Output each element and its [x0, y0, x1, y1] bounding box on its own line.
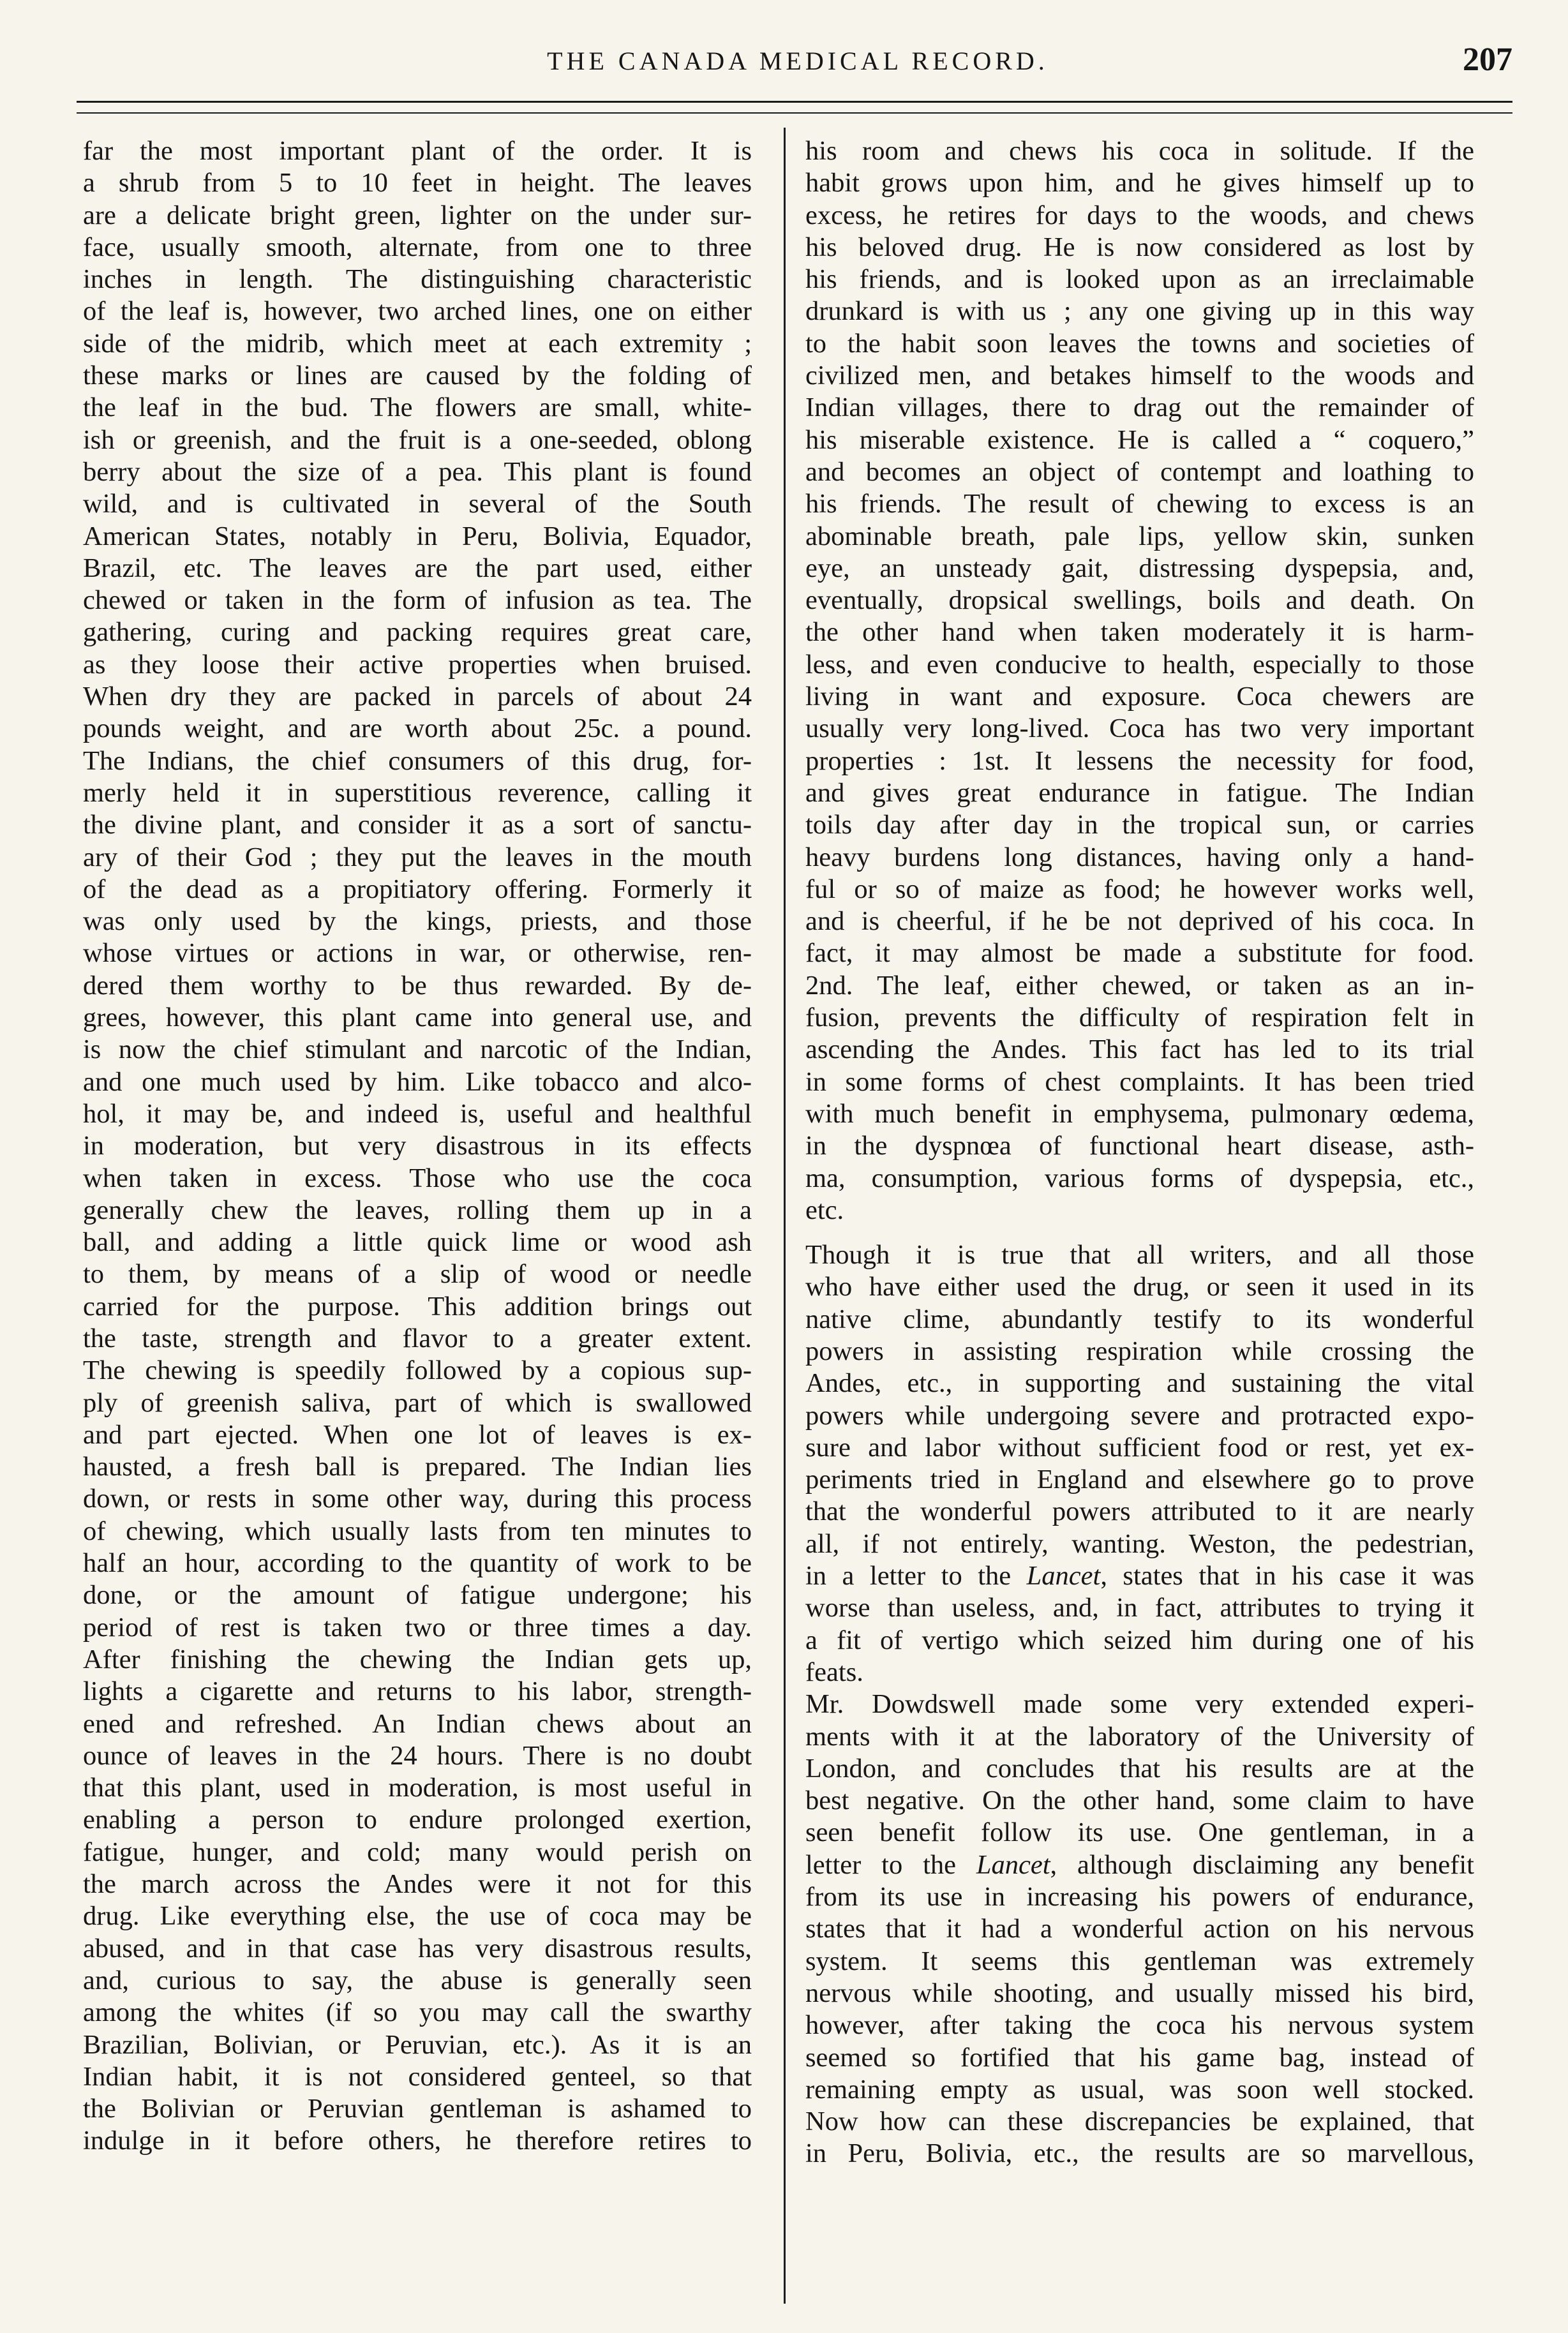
- text-line: system. It seems this gentleman was extremely: [805, 1946, 1474, 1976]
- text-line: chewed or taken in the form of infusion as tea. The: [83, 585, 752, 616]
- text-line: was only used by the kings, priests, and those: [83, 906, 752, 937]
- text-line: nervous while shooting, and usually missed his bird,: [805, 1978, 1474, 2008]
- text-line: ball, and adding a little quick lime or wood ash: [83, 1227, 752, 1258]
- text-line: to the habit soon leaves the towns and societies of: [805, 328, 1474, 359]
- text-line: ful or so of maize as food; he however works well,: [805, 874, 1474, 904]
- text-line: wild, and is cultivated in several of the South: [83, 489, 752, 519]
- running-head: [77, 41, 1519, 84]
- text-line: all, if not entirely, wanting. Weston, the pedestrian,: [805, 1528, 1474, 1559]
- text-line: carried for the purpose. This addition brings out: [83, 1291, 752, 1322]
- text-line: ary of their God ; they put the leaves in the mouth: [83, 842, 752, 872]
- text-line: worse than useless, and, in fact, attributes to trying it: [805, 1593, 1474, 1623]
- text-line: feats.: [805, 1657, 863, 1687]
- column-divider: [784, 128, 786, 2304]
- text-line: of chewing, which usually lasts from ten minutes to: [83, 1516, 752, 1546]
- text-line: in moderation, but very disastrous in its effects: [83, 1131, 752, 1161]
- text-line: the march across the Andes were it not for this: [83, 1869, 752, 1900]
- text-line: abominable breath, pale lips, yellow skin, sunken: [805, 521, 1474, 551]
- text-line: generally chew the leaves, rolling them up in a: [83, 1195, 752, 1225]
- text-line: however, after taking the coca his nervous system: [805, 2010, 1474, 2041]
- text-line: down, or rests in some other way, during this process: [83, 1484, 752, 1514]
- text-line: London, and concludes that his results are at the: [805, 1753, 1474, 1784]
- text-line: the taste, strength and flavor to a greater extent.: [83, 1323, 752, 1353]
- text-line: as they loose their active properties when bruised.: [83, 649, 752, 680]
- text-line: powers in assisting respiration while crossing the: [805, 1336, 1474, 1366]
- text-line: when taken in excess. Those who use the coca: [83, 1163, 752, 1193]
- text-line: Indian villages, there to drag out the remainder of: [805, 392, 1474, 423]
- text-line: ened and refreshed. An Indian chews about an: [83, 1708, 752, 1739]
- text-line: native clime, abundantly testify to its wonderful: [805, 1304, 1474, 1334]
- text-line: a shrub from 5 to 10 feet in height. The leaves: [83, 168, 752, 198]
- text-line: sure and labor without sufficient food or rest, yet ex-: [805, 1432, 1474, 1463]
- text-line: ply of greenish saliva, part of which is swallowed: [83, 1387, 752, 1418]
- text-line: and is cheerful, if he be not deprived of his coca. In: [805, 906, 1474, 937]
- text-line: and, curious to say, the abuse is generally seen: [83, 1965, 752, 1995]
- text-line: gathering, curing and packing requires great care,: [83, 617, 752, 648]
- text-line: a fit of vertigo which seized him during one of his: [805, 1625, 1474, 1655]
- text-line: Andes, etc., in supporting and sustaining the vital: [805, 1368, 1474, 1399]
- text-line: ish or greenish, and the fruit is a one-seeded, oblong: [83, 424, 752, 455]
- text-line: After finishing the chewing the Indian gets up,: [83, 1644, 752, 1674]
- text-line: in a letter to the Lancet, states that in his case it was: [805, 1561, 1474, 1591]
- text-line: usually very long-lived. Coca has two very important: [805, 713, 1474, 744]
- text-line: period of rest is taken two or three times a day.: [83, 1612, 752, 1643]
- text-line: in the dyspnœa of functional heart disease, asth-: [805, 1131, 1474, 1161]
- text-line: and one much used by him. Like tobacco and alco-: [83, 1066, 752, 1097]
- text-line: and gives great endurance in fatigue. The Indian: [805, 777, 1474, 808]
- left-column: [83, 135, 752, 2158]
- text-line: half an hour, according to the quantity of work to be: [83, 1548, 752, 1579]
- text-line: When dry they are packed in parcels of about 24: [83, 682, 752, 712]
- text-line: berry about the size of a pea. This plant is found: [83, 456, 752, 487]
- text-line: the other hand when taken moderately it is harm-: [805, 617, 1474, 648]
- text-line: of the dead as a propitiatory offering. Formerly it: [83, 874, 752, 904]
- text-line: states that it had a wonderful action on his nervous: [805, 1914, 1474, 1944]
- text-line: indulge in it before others, he therefore retires to: [83, 2126, 752, 2156]
- text-line: of the leaf is, however, two arched lines, one on either: [83, 296, 752, 327]
- text-line: and part ejected. When one lot of leaves is ex-: [83, 1419, 752, 1450]
- text-line: face, usually smooth, alternate, from one to three: [83, 232, 752, 262]
- text-line: letter to the Lancet, although disclaiming any benefit: [805, 1849, 1474, 1880]
- text-line: far the most important plant of the order. It is: [83, 136, 752, 166]
- text-line: inches in length. The distinguishing characteristic: [83, 264, 752, 295]
- text-line: the divine plant, and consider it as a sort of sanctu-: [83, 810, 752, 840]
- text-line: lights a cigarette and returns to his labor, strength-: [83, 1676, 752, 1707]
- text-line: that this plant, used in moderation, is most useful in: [83, 1773, 752, 1803]
- text-line: with much benefit in emphysema, pulmonary œdema,: [805, 1098, 1474, 1129]
- text-line: his beloved drug. He is now considered as lost by: [805, 232, 1474, 262]
- text-line: to them, by means of a slip of wood or needle: [83, 1259, 752, 1290]
- text-line: pounds weight, and are worth about 25c. a pound.: [83, 713, 752, 744]
- text-line: Though it is true that all writers, and all those: [805, 1240, 1474, 1271]
- text-line: powers while undergoing severe and protracted expo-: [805, 1400, 1474, 1431]
- paragraph-break: [805, 1226, 1474, 1239]
- header-rule-top: [77, 101, 1512, 103]
- text-line: habit grows upon him, and he gives himself up to: [805, 168, 1474, 198]
- text-line: that the wonderful powers attributed to it are nearly: [805, 1496, 1474, 1527]
- text-line: the leaf in the bud. The flowers are small, white-: [83, 392, 752, 423]
- text-line: excess, he retires for days to the woods, and chews: [805, 200, 1474, 230]
- text-line: seemed so fortified that his game bag, instead of: [805, 2042, 1474, 2073]
- text-line: seen benefit follow its use. One gentleman, in a: [805, 1817, 1474, 1848]
- text-line: Indian habit, it is not considered genteel, so that: [83, 2061, 752, 2092]
- right-column: [805, 135, 1474, 2170]
- text-line: side of the midrib, which meet at each extremity ;: [83, 328, 752, 359]
- text-line: periments tried in England and elsewhere go to prove: [805, 1465, 1474, 1495]
- text-line: is now the chief stimulant and narcotic of the Indian,: [83, 1034, 752, 1065]
- text-line: and becomes an object of contempt and loathing to: [805, 456, 1474, 487]
- text-line: fusion, prevents the difficulty of respiration felt in: [805, 1003, 1474, 1033]
- text-line: from its use in increasing his powers of endurance,: [805, 1882, 1474, 1912]
- text-line: in Peru, Bolivia, etc., the results are so marvellous,: [805, 2138, 1474, 2169]
- text-line: ascending the Andes. This fact has led to its trial: [805, 1034, 1474, 1065]
- text-line: ments with it at the laboratory of the University of: [805, 1721, 1474, 1752]
- text-line: properties : 1st. It lessens the necessity for food,: [805, 745, 1474, 776]
- text-line: whose virtues or actions in war, or otherwise, ren-: [83, 938, 752, 969]
- text-line: best negative. On the other hand, some claim to have: [805, 1785, 1474, 1816]
- text-line: hausted, a fresh ball is prepared. The Indian lies: [83, 1452, 752, 1482]
- text-line: American States, notably in Peru, Bolivia, Equador,: [83, 521, 752, 551]
- text-line: The chewing is speedily followed by a copious sup-: [83, 1355, 752, 1386]
- text-line: less, and even conducive to health, especially to those: [805, 649, 1474, 680]
- journal-title: THE CANADA MEDICAL RECORD.: [547, 47, 1049, 75]
- text-line: ma, consumption, various forms of dyspepsia, etc.,: [805, 1163, 1474, 1193]
- text-line: in some forms of chest complaints. It has been tried: [805, 1066, 1474, 1097]
- text-line: Now how can these discrepancies be explained, that: [805, 2106, 1474, 2137]
- text-line: remaining empty as usual, was soon well stocked.: [805, 2074, 1474, 2105]
- text-line: Brazil, etc. The leaves are the part used, either: [83, 553, 752, 583]
- text-line: grees, however, this plant came into general use, and: [83, 1003, 752, 1033]
- text-line: fatigue, hunger, and cold; many would perish on: [83, 1837, 752, 1867]
- text-line: who have either used the drug, or seen it used in its: [805, 1272, 1474, 1302]
- text-line: his miserable existence. He is called a “ coquero,”: [805, 424, 1474, 455]
- header-rule-bottom: [77, 112, 1512, 114]
- text-line: The Indians, the chief consumers of this drug, for-: [83, 745, 752, 776]
- text-line: civilized men, and betakes himself to the woods and: [805, 361, 1474, 391]
- text-line: drug. Like everything else, the use of coca may be: [83, 1901, 752, 1932]
- text-line: fact, it may almost be made a substitute for food.: [805, 938, 1474, 969]
- text-line: Mr. Dowdswell made some very extended experi-: [805, 1689, 1474, 1720]
- text-line: among the whites (if so you may call the swarthy: [83, 1997, 752, 2028]
- text-line: done, or the amount of fatigue undergone; his: [83, 1580, 752, 1611]
- text-line: heavy burdens long distances, having only a hand-: [805, 842, 1474, 872]
- text-line: hol, it may be, and indeed is, useful and healthful: [83, 1098, 752, 1129]
- text-line: eventually, dropsical swellings, boils and death. On: [805, 585, 1474, 616]
- text-line: toils day after day in the tropical sun, or carries: [805, 810, 1474, 840]
- page-number: 207: [1463, 41, 1512, 78]
- text-line: Brazilian, Bolivian, or Peruvian, etc.). As it is an: [83, 2029, 752, 2060]
- text-line: his friends, and is looked upon as an irreclaimable: [805, 264, 1474, 295]
- text-line: these marks or lines are caused by the folding of: [83, 361, 752, 391]
- text-line: abused, and in that case has very disastrous results,: [83, 1933, 752, 1964]
- text-line: 2nd. The leaf, either chewed, or taken as an in-: [805, 970, 1474, 1001]
- text-line: dered them worthy to be thus rewarded. By de-: [83, 970, 752, 1001]
- text-line: his room and chews his coca in solitude. If the: [805, 136, 1474, 166]
- text-line: living in want and exposure. Coca chewers are: [805, 682, 1474, 712]
- text-line: are a delicate bright green, lighter on the under sur-: [83, 200, 752, 230]
- text-line: his friends. The result of chewing to excess is an: [805, 489, 1474, 519]
- text-line: enabling a person to endure prolonged exertion,: [83, 1805, 752, 1835]
- text-line: the Bolivian or Peruvian gentleman is ashamed to: [83, 2094, 752, 2124]
- text-line: drunkard is with us ; any one giving up in this way: [805, 296, 1474, 327]
- text-line: etc.: [805, 1195, 844, 1225]
- text-line: ounce of leaves in the 24 hours. There is no doubt: [83, 1740, 752, 1771]
- text-line: merly held it in superstitious reverence, calling it: [83, 777, 752, 808]
- text-line: eye, an unsteady gait, distressing dyspepsia, and,: [805, 553, 1474, 583]
